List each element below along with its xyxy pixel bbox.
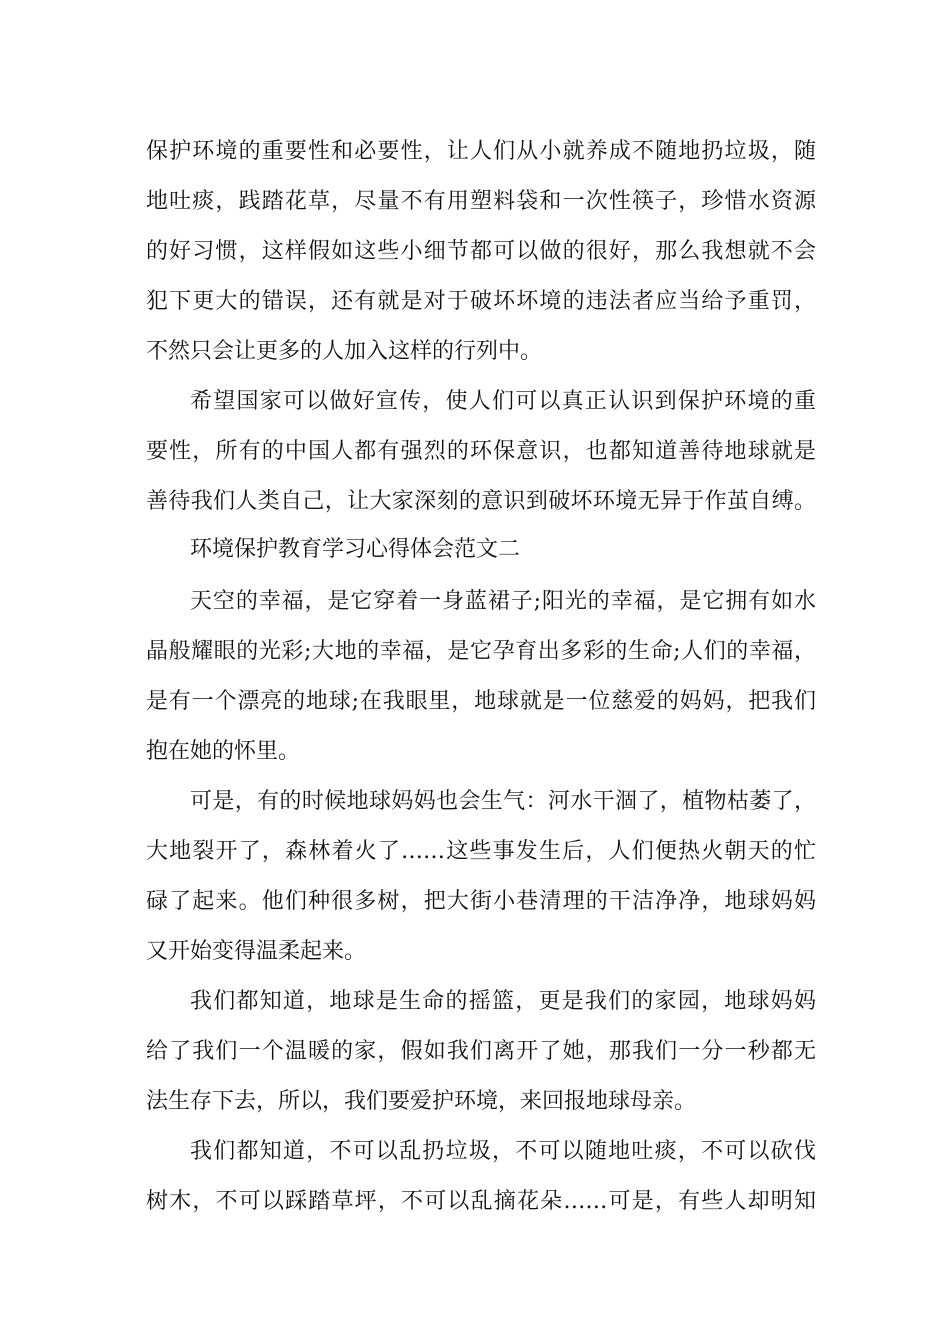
- text-line: 可是，有的时候地球妈妈也会生气：河水干涸了，植物枯萎了，: [190, 789, 816, 814]
- text-line: 不然只会让更多的人加入这样的行列中。: [146, 339, 543, 364]
- text-line: 善待我们人类自己，让大家深刻的意识到破坏环境无异于作茧自缚。: [146, 489, 816, 514]
- text-line: 保护环境的重要性和必要性，让人们从小就养成不随地扔垃圾，随: [146, 139, 816, 164]
- text-line: 又开始变得温柔起来。: [146, 939, 367, 964]
- text-line: 抱在她的怀里。: [146, 739, 301, 764]
- text-line: 要性，所有的中国人都有强烈的环保意识，也都知道善待地球就是: [146, 439, 816, 464]
- text-line: 晶般耀眼的光彩;大地的幸福，是它孕育出多彩的生命;人们的幸福，: [146, 639, 816, 664]
- text-line: 法生存下去，所以，我们要爱护环境，来回报地球母亲。: [146, 1089, 697, 1114]
- section-heading: 环境保护教育学习心得体会范文二: [190, 537, 521, 562]
- text-line: 碌了起来。他们种很多树，把大街小巷清理的干洁净净，地球妈妈: [146, 889, 816, 914]
- text-line: 树木，不可以踩踏草坪，不可以乱摘花朵……可是，有些人却明知: [146, 1189, 816, 1214]
- text-line: 犯下更大的错误，还有就是对于破坏坏境的违法者应当给予重罚，: [146, 289, 816, 314]
- text-line: 大地裂开了，森林着火了……这些事发生后，人们便热火朝天的忙: [146, 839, 816, 864]
- text-line: 我们都知道，地球是生命的摇篮，更是我们的家园，地球妈妈: [190, 989, 816, 1014]
- text-line: 希望国家可以做好宣传，使人们可以真正认识到保护环境的重: [190, 389, 816, 414]
- text-line: 地吐痰，践踏花草，尽量不有用塑料袋和一次性筷子，珍惜水资源: [146, 189, 816, 214]
- text-line: 天空的幸福，是它穿着一身蓝裙子;阳光的幸福，是它拥有如水: [190, 589, 816, 614]
- text-line: 给了我们一个温暖的家，假如我们离开了她，那我们一分一秒都无: [146, 1039, 816, 1064]
- text-line: 是有一个漂亮的地球;在我眼里，地球就是一位慈爱的妈妈，把我们: [146, 689, 816, 714]
- text-line: 的好习惯，这样假如这些小细节都可以做的很好，那么我想就不会: [146, 239, 816, 264]
- text-line: 我们都知道，不可以乱扔垃圾，不可以随地吐痰，不可以砍伐: [190, 1139, 816, 1164]
